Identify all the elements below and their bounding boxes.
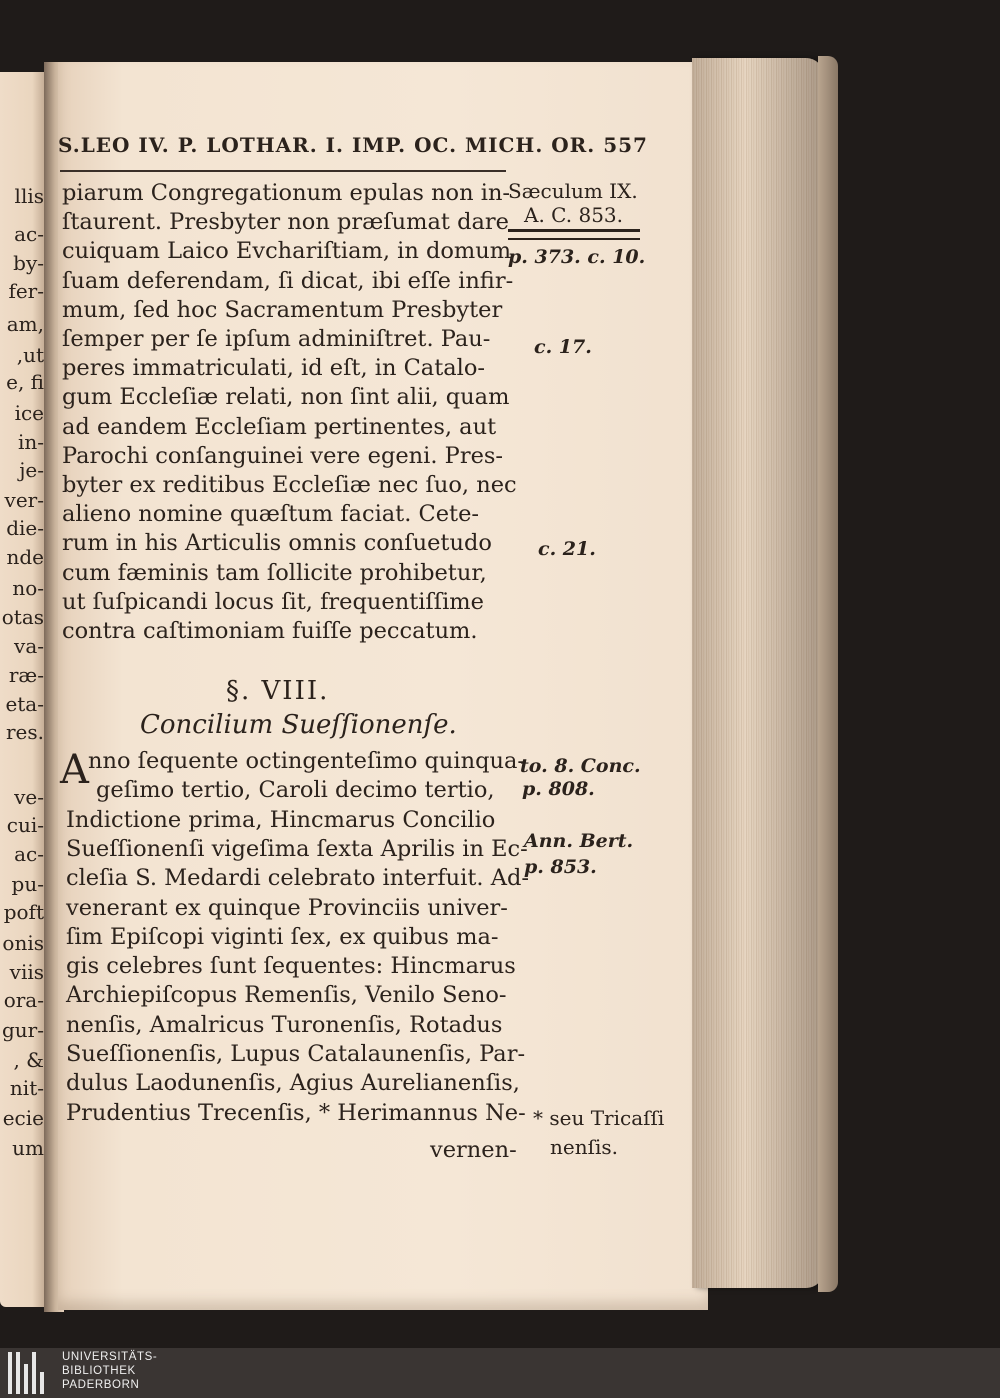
left-page-fragment: ver-: [4, 488, 44, 512]
left-page-fragment: um: [12, 1136, 44, 1160]
left-page-fragment: ac-: [14, 222, 44, 246]
library-logo-icon: [6, 1352, 50, 1394]
body-line: nenſis, Amalricus Turonenſis, Rotadus: [66, 1011, 503, 1038]
left-page-fragment: fer-: [8, 279, 44, 303]
left-page-fragment: e, fi: [6, 370, 44, 394]
left-page-fragment: je-: [19, 458, 44, 482]
body-line: ad eandem Eccleſiam pertinentes, aut: [62, 413, 497, 440]
left-page-fragment: , &: [13, 1048, 44, 1072]
body-line: gum Eccleſiæ relati, non ſint alii, quam: [62, 384, 510, 411]
drop-cap: A: [60, 747, 89, 793]
left-page-fragment: pu-: [11, 872, 44, 896]
left-page-fragment: eta-: [5, 692, 44, 716]
body-line: ut ſuſpicandi locus ſit, frequentiſſime: [62, 588, 484, 615]
margin-note: c. 21.: [538, 538, 596, 560]
body-line: ſtaurent. Presbyter non præſumat dare: [62, 209, 509, 236]
logo-line-2: BIBLIOTHEK: [62, 1365, 136, 1377]
body-line: mum, ſed hoc Sacramentum Presbyter: [62, 296, 503, 323]
left-page-fragment: viis: [9, 960, 44, 984]
body-line: Prudentius Trecenſis, * Herimannus Ne-: [66, 1099, 526, 1126]
body-line: rum in his Articulis omnis conſuetudo: [62, 530, 492, 557]
logo-line-3: PADERBORN: [62, 1379, 140, 1391]
body-line: venerant ex quinque Provinciis univer-: [66, 894, 508, 921]
left-page-fragment: am,: [6, 312, 44, 336]
left-page-fragment: ora-: [3, 988, 44, 1012]
left-page-fragment: ve-: [14, 785, 44, 809]
left-page-fragment: res.: [5, 720, 44, 744]
body-line: gis celebres ſunt ſequentes: Hincmarus: [66, 953, 516, 980]
body-line: ſuam deferendam, ſi dicat, ibi eſſe infir-: [62, 267, 514, 294]
body-line: nno ſequente octingenteſimo quinqua-: [88, 748, 526, 774]
left-page-fragment: ræ-: [8, 663, 44, 687]
body-line: peres immatriculati, id eſt, in Catalo-: [62, 355, 486, 382]
section-mark: §. VIII.: [226, 676, 330, 706]
body-line: cum fæminis tam ſollicite prohibetur,: [62, 559, 487, 586]
left-page-fragment: poft: [3, 900, 44, 924]
body-line: Parochi conſanguinei vere egeni. Pres-: [62, 442, 504, 469]
left-page-fragment: ac-: [14, 842, 44, 866]
left-page-fragment: gur-: [1, 1018, 44, 1042]
head-rule: [60, 170, 506, 172]
running-head: S.LEO IV. P. LOTHAR. I. IMP. OC. MICH. OR. 557: [58, 133, 648, 157]
margin-note: nenſis.: [550, 1135, 619, 1159]
body-line: alieno nomine quæſtum faciat. Cete-: [62, 501, 480, 528]
left-page-fragment: otas: [1, 605, 44, 629]
body-line: Indictione prima, Hincmarus Concilio: [66, 806, 496, 833]
left-page-fragment: no-: [12, 576, 44, 600]
logo-line-1: UNIVERSITÄTS-: [62, 1351, 158, 1363]
left-page-fragment: ecie: [2, 1106, 44, 1130]
body-line: byter ex reditibus Eccleſiæ nec ſuo, nec: [62, 472, 517, 498]
body-line: cuiquam Laico Evchariſtiam, in domum: [62, 238, 512, 265]
page-block-shade: [692, 58, 824, 1288]
left-page-fragment: die-: [6, 516, 44, 540]
left-page-fragment: nit-: [9, 1076, 44, 1100]
body-line: contra caſtimoniam fuiſſe peccatum.: [62, 618, 478, 644]
margin-note: Ann. Bert.: [524, 830, 634, 852]
body-line: dulus Laodunenſis, Agius Aurelianenſis,: [66, 1070, 520, 1097]
left-page-fragment: nde: [6, 545, 44, 569]
body-line: ſim Epiſcopi viginti ſex, ex quibus ma-: [66, 923, 499, 950]
body-line: Sueſſionenſis, Lupus Catalaunenſis, Par-: [66, 1041, 526, 1067]
margin-note: to. 8. Conc.: [520, 755, 641, 777]
left-page-fragment: by-: [13, 251, 44, 275]
margin-note: p. 853.: [524, 856, 597, 878]
margin-rule: [508, 229, 640, 240]
body-line: piarum Congregationum epulas non in-: [62, 180, 511, 206]
left-page-fragment: in-: [17, 430, 44, 454]
margin-saeculum: Sæculum IX.: [508, 179, 638, 203]
catchword: vernen-: [430, 1137, 517, 1163]
body-line: geſimo tertio, Caroli decimo tertio,: [96, 777, 495, 804]
margin-annus: A. C. 853.: [524, 203, 623, 227]
left-page-fragment: cui-: [6, 813, 44, 837]
left-page-fragment: llis: [14, 184, 44, 208]
left-page-fragment: ice: [14, 401, 44, 425]
body-line: cleſia S. Medardi celebrato interfuit. Ad-: [66, 865, 529, 892]
body-line: Archiepiſcopus Remenſis, Venilo Seno-: [66, 982, 507, 1009]
body-line: ſemper per ſe ipſum adminiſtret. Pau-: [62, 326, 491, 352]
margin-note: p. 808.: [522, 778, 595, 800]
margin-note: * seu Tricaſſi: [533, 1106, 665, 1130]
left-page-fragment: va-: [14, 634, 44, 658]
left-page-fragment: ,ut: [16, 343, 44, 367]
margin-note: p. 373. c. 10.: [508, 246, 646, 268]
section-title: Concilium Sueſſionenſe.: [140, 710, 457, 740]
margin-note: c. 17.: [534, 336, 592, 358]
book-cover-edge: [818, 56, 838, 1292]
body-line: Sueſſionenſi vigeſima ſexta Aprilis in Ec-: [66, 835, 528, 862]
left-page-fragment: onis: [2, 931, 44, 955]
